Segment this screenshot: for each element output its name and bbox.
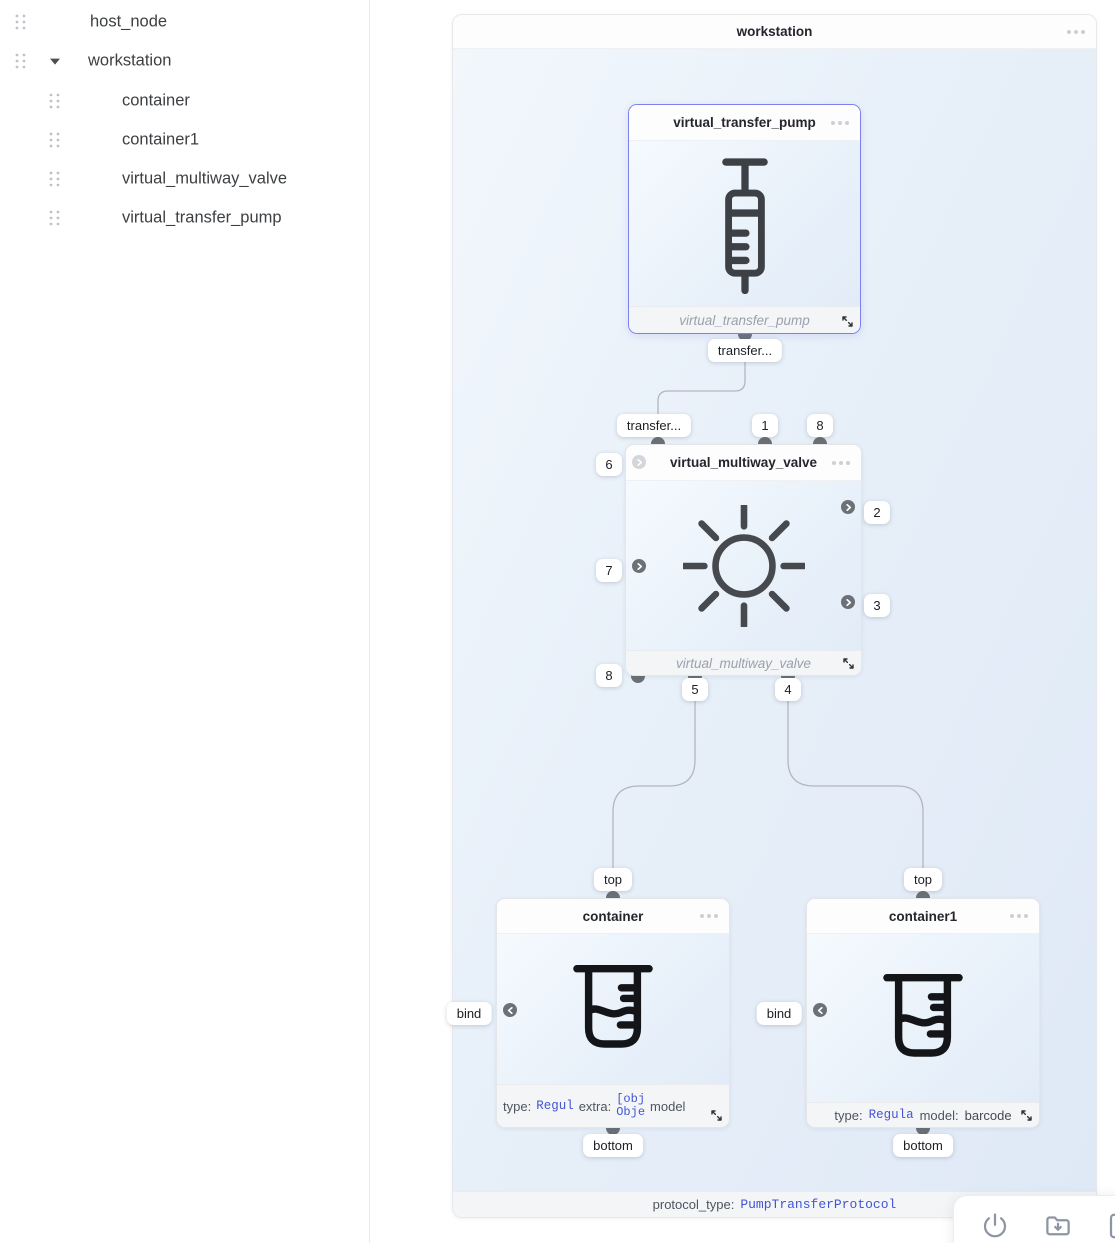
ellipsis-menu-icon[interactable]	[700, 914, 718, 918]
port-valve-6[interactable]	[632, 455, 646, 469]
tree-item-label: virtual_transfer_pump	[122, 208, 282, 227]
protocol-type-value: PumpTransferProtocol	[740, 1197, 897, 1212]
protocol-type-label: protocol_type:	[652, 1197, 735, 1212]
node-title: virtual_multiway_valve	[669, 455, 818, 470]
port-label-valve-6: 6	[596, 453, 622, 476]
tree-item-label: host_node	[90, 12, 168, 31]
model-label: model	[650, 1098, 686, 1114]
device-tree-sidebar	[0, 0, 370, 1243]
port-label-valve-8-bottom: 8	[596, 664, 622, 687]
port-label-valve-transfer-in: transfer...	[617, 414, 691, 437]
caret-down-icon[interactable]	[50, 59, 60, 65]
drag-handle-icon[interactable]	[14, 13, 27, 31]
drag-handle-icon[interactable]	[48, 170, 61, 188]
power-icon[interactable]	[980, 1211, 1010, 1241]
resize-handle-icon[interactable]	[841, 656, 856, 671]
model-label: model:	[919, 1107, 959, 1123]
ellipsis-menu-icon[interactable]	[1067, 30, 1085, 34]
node-name-footer: virtual_transfer_pump	[679, 312, 810, 328]
workstation-title: workstation	[736, 24, 813, 39]
canvas-action-toolbar	[953, 1195, 1115, 1243]
beaker-icon	[560, 954, 666, 1064]
port-label-valve-5: 5	[682, 678, 708, 701]
tree-item-virtual-multiway-valve[interactable]	[0, 165, 370, 193]
ellipsis-menu-icon[interactable]	[831, 121, 849, 125]
node-title: container1	[888, 908, 958, 924]
port-container-bind[interactable]	[503, 1003, 517, 1017]
port-label-container1-bottom: bottom	[893, 1134, 953, 1157]
type-value: Regula	[868, 1108, 914, 1122]
port-label-valve-1: 1	[752, 414, 778, 437]
tree-item-container[interactable]	[0, 87, 370, 115]
resize-handle-icon[interactable]	[709, 1108, 724, 1123]
ellipsis-menu-icon[interactable]	[1010, 914, 1028, 918]
type-value: Regul	[536, 1099, 574, 1113]
node-title: virtual_transfer_pump	[673, 115, 816, 130]
extra-label: extra:	[578, 1098, 612, 1114]
multiway-valve-icon	[683, 505, 805, 627]
port-label-valve-8-top: 8	[807, 414, 833, 437]
port-label-pump-transfer: transfer...	[708, 339, 782, 362]
resize-handle-icon[interactable]	[840, 314, 855, 329]
node-virtual-transfer-pump[interactable]	[628, 104, 861, 334]
port-valve-7[interactable]	[632, 559, 646, 573]
port-label-container-bottom: bottom	[583, 1134, 643, 1157]
node-container[interactable]	[496, 898, 730, 1128]
tree-item-label: container	[122, 91, 190, 110]
drag-handle-icon[interactable]	[48, 92, 61, 110]
node-title: container	[582, 908, 644, 924]
tree-item-host-node[interactable]	[0, 8, 370, 36]
port-label-valve-3: 3	[864, 594, 890, 617]
type-label: type:	[834, 1107, 863, 1123]
port-label-container1-bind: bind	[757, 1002, 802, 1025]
tree-item-label: workstation	[88, 51, 172, 70]
tree-item-label: virtual_multiway_valve	[122, 169, 288, 188]
node-virtual-multiway-valve[interactable]	[625, 444, 862, 676]
load-folder-icon[interactable]	[1043, 1211, 1073, 1241]
extra-value: [obj Obje	[616, 1092, 646, 1119]
port-label-valve-2: 2	[864, 501, 890, 524]
resize-handle-icon[interactable]	[1019, 1108, 1034, 1123]
drag-handle-icon[interactable]	[48, 209, 61, 227]
ellipsis-menu-icon[interactable]	[832, 461, 850, 465]
port-label-container1-top: top	[904, 868, 942, 891]
syringe-icon	[704, 149, 786, 299]
workstation-header	[453, 15, 1096, 49]
port-valve-3[interactable]	[841, 595, 855, 609]
node-container1[interactable]	[806, 898, 1040, 1128]
tree-item-container1[interactable]	[0, 126, 370, 154]
node-name-footer: virtual_multiway_valve	[675, 655, 812, 671]
tree-item-workstation[interactable]	[0, 47, 370, 75]
drag-handle-icon[interactable]	[14, 52, 27, 70]
beaker-icon	[870, 963, 976, 1073]
model-value: barcode	[964, 1107, 1012, 1123]
port-container1-bind[interactable]	[813, 1003, 827, 1017]
port-label-valve-7: 7	[596, 559, 622, 582]
port-label-container-top: top	[594, 868, 632, 891]
tree-item-label: container1	[122, 130, 200, 149]
port-label-valve-4: 4	[775, 678, 801, 701]
port-valve-2[interactable]	[841, 500, 855, 514]
drag-handle-icon[interactable]	[48, 131, 61, 149]
type-label: type:	[503, 1098, 532, 1114]
tree-item-virtual-transfer-pump[interactable]	[0, 204, 370, 232]
port-label-container-bind: bind	[447, 1002, 492, 1025]
document-icon[interactable]	[1106, 1211, 1115, 1241]
